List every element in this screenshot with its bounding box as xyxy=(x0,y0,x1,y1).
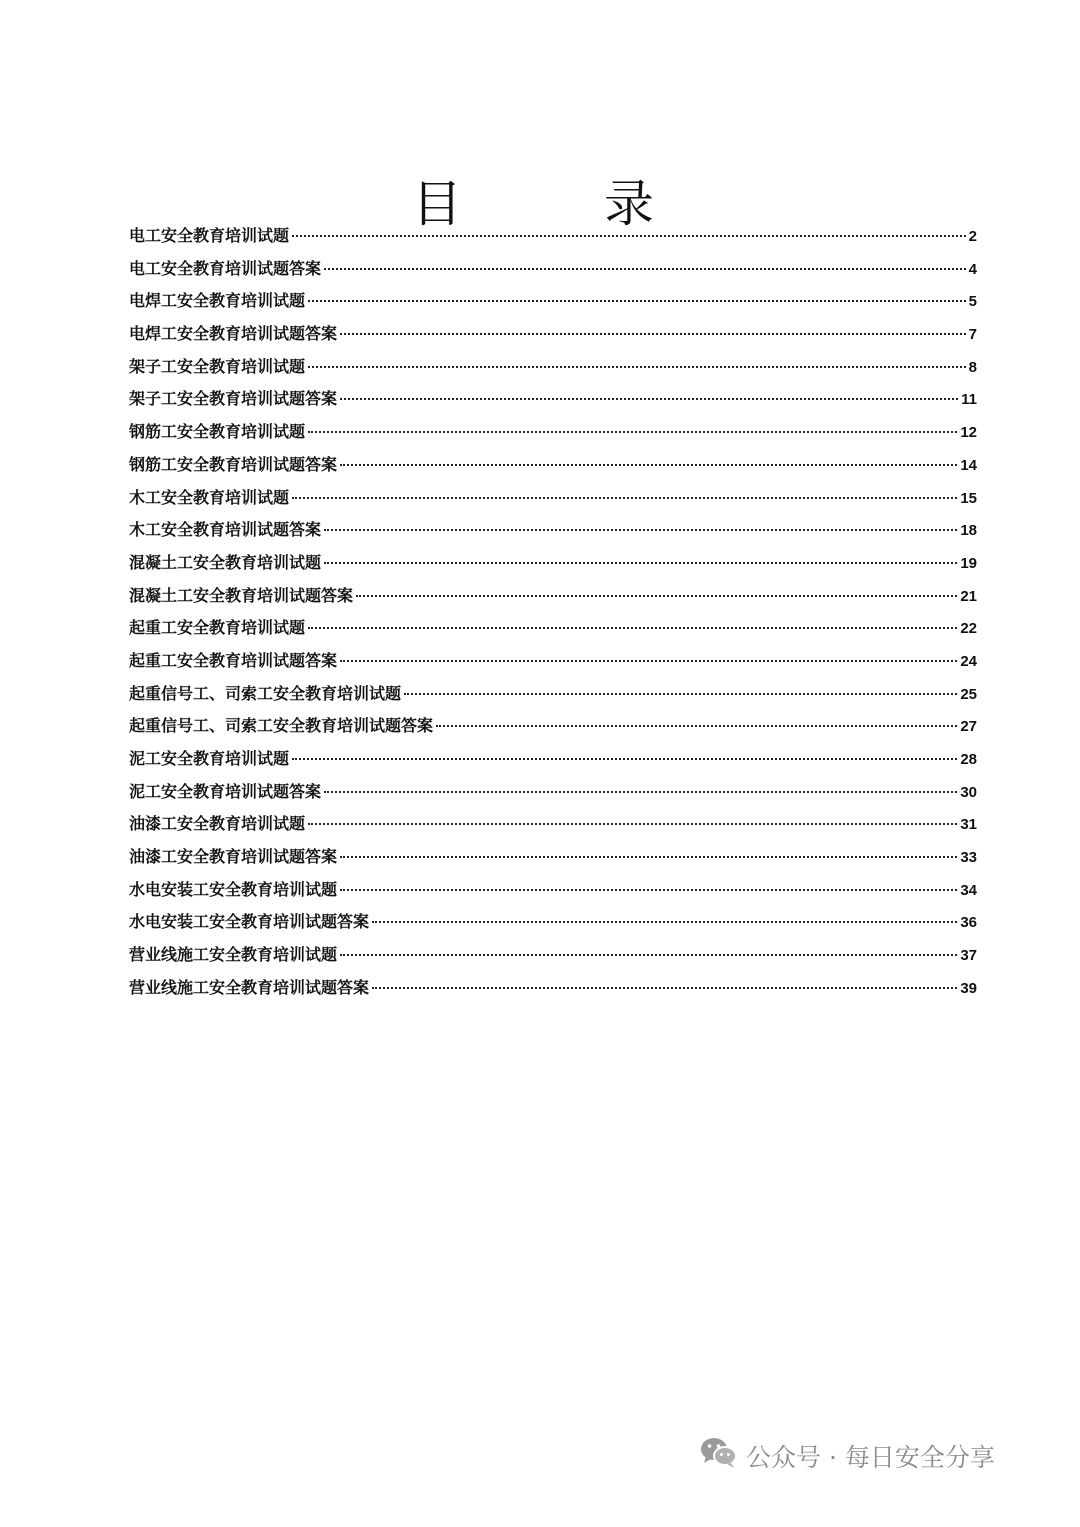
toc-dot-leader xyxy=(340,398,958,400)
toc-entry-title: 电焊工安全教育培训试题 xyxy=(129,291,306,311)
toc-dot-leader xyxy=(340,954,957,956)
toc-entry-title: 钢筋工安全教育培训试题答案 xyxy=(129,454,338,474)
toc-page-number: 11 xyxy=(961,391,977,409)
toc-dot-leader xyxy=(308,366,966,368)
toc-dot-leader xyxy=(340,889,957,891)
toc-entry[interactable] xyxy=(129,547,977,580)
toc-page-number: 31 xyxy=(960,816,977,834)
toc-dot-leader xyxy=(404,693,957,695)
toc-entry-title: 水电安装工安全教育培训试题答案 xyxy=(129,912,370,932)
toc-dot-leader xyxy=(324,562,957,564)
toc-dot-leader xyxy=(324,529,957,531)
toc-entry-title: 营业线施工安全教育培训试题答案 xyxy=(129,977,370,997)
toc-entry[interactable] xyxy=(129,285,977,318)
toc-entry-title: 混凝土工安全教育培训试题 xyxy=(129,552,322,572)
toc-page-number: 21 xyxy=(960,587,977,605)
toc-entry-title: 钢筋工安全教育培训试题 xyxy=(129,422,306,442)
toc-page-number: 27 xyxy=(960,718,977,736)
toc-page-number: 5 xyxy=(968,293,977,311)
toc-entry-title: 起重工安全教育培训试题 xyxy=(129,618,306,638)
toc-page-number: 2 xyxy=(968,228,977,245)
toc-page-number: 19 xyxy=(960,554,977,572)
toc-dot-leader xyxy=(292,758,957,760)
toc-page-number: 28 xyxy=(960,751,977,768)
toc-dot-leader xyxy=(292,497,957,499)
toc-dot-leader xyxy=(324,791,957,793)
toc-entry[interactable] xyxy=(129,710,977,743)
toc-entry[interactable] xyxy=(129,743,977,776)
toc-dot-leader xyxy=(340,464,957,466)
toc-entry[interactable] xyxy=(129,645,977,678)
toc-entry-title: 油漆工安全教育培训试题 xyxy=(129,814,306,834)
toc-page-number: 12 xyxy=(960,424,977,442)
toc-dot-leader xyxy=(308,431,957,433)
toc-entry[interactable] xyxy=(129,383,977,416)
toc-title: 目 录 xyxy=(412,174,700,233)
toc-list xyxy=(129,220,977,1005)
toc-dot-leader xyxy=(340,660,957,662)
toc-entry-title: 混凝土工安全教育培训试题答案 xyxy=(129,585,354,605)
toc-dot-leader xyxy=(340,333,966,335)
toc-entry[interactable] xyxy=(129,351,977,384)
toc-entry[interactable] xyxy=(129,808,977,841)
toc-entry-title: 泥工安全教育培训试题答案 xyxy=(129,781,322,801)
toc-page-number: 25 xyxy=(960,685,977,703)
toc-page-number: 36 xyxy=(960,914,977,932)
toc-dot-leader xyxy=(372,921,957,923)
toc-page-number: 34 xyxy=(960,881,977,899)
toc-page-number: 7 xyxy=(968,326,977,344)
toc-page-number: 39 xyxy=(960,979,977,997)
toc-entry[interactable] xyxy=(129,874,977,907)
toc-page-number: 22 xyxy=(960,620,977,638)
toc-entry-title: 电工安全教育培训试题 xyxy=(129,226,290,245)
toc-page-number: 33 xyxy=(960,849,977,867)
toc-page-number: 37 xyxy=(960,947,977,965)
toc-entry[interactable] xyxy=(129,939,977,972)
wechat-icon xyxy=(700,1436,738,1476)
toc-entry[interactable] xyxy=(129,449,977,482)
toc-dot-leader xyxy=(308,300,966,302)
toc-dot-leader xyxy=(324,268,966,270)
toc-entry[interactable] xyxy=(129,416,977,449)
toc-entry-title: 起重工安全教育培训试题答案 xyxy=(129,650,338,670)
toc-entry[interactable] xyxy=(129,906,977,939)
toc-entry[interactable] xyxy=(129,841,977,874)
toc-page-number: 8 xyxy=(968,358,977,376)
toc-entry-title: 架子工安全教育培训试题答案 xyxy=(129,389,338,409)
toc-page-number: 30 xyxy=(960,783,977,801)
toc-entry[interactable] xyxy=(129,678,977,711)
toc-dot-leader xyxy=(308,627,957,629)
toc-entry[interactable] xyxy=(129,612,977,645)
toc-dot-leader xyxy=(372,987,957,989)
toc-entry[interactable] xyxy=(129,253,977,286)
toc-entry-title: 起重信号工、司索工安全教育培训试题 xyxy=(129,683,402,703)
toc-page-number: 18 xyxy=(960,522,977,540)
toc-entry[interactable] xyxy=(129,776,977,809)
toc-entry[interactable] xyxy=(129,580,977,613)
toc-entry-title: 水电安装工安全教育培训试题 xyxy=(129,879,338,899)
toc-entry-title: 木工安全教育培训试题 xyxy=(129,487,290,507)
toc-page-number: 24 xyxy=(960,652,977,670)
toc-entry-title: 电焊工安全教育培训试题答案 xyxy=(129,324,338,344)
toc-entry[interactable] xyxy=(129,318,977,351)
toc-entry-title: 泥工安全教育培训试题 xyxy=(129,749,290,768)
toc-dot-leader xyxy=(356,595,957,597)
toc-entry-title: 架子工安全教育培训试题 xyxy=(129,356,306,376)
toc-entry[interactable] xyxy=(129,220,977,253)
toc-page-number: 15 xyxy=(960,489,977,507)
watermark xyxy=(700,1436,995,1476)
toc-entry[interactable] xyxy=(129,482,977,515)
watermark-text: 公众号 · 每日安全分享 xyxy=(746,1443,995,1472)
toc-entry[interactable] xyxy=(129,514,977,547)
toc-entry-title: 营业线施工安全教育培训试题 xyxy=(129,945,338,965)
toc-dot-leader xyxy=(292,235,966,237)
toc-dot-leader xyxy=(436,725,957,727)
toc-entry[interactable] xyxy=(129,972,977,1005)
toc-entry-title: 油漆工安全教育培训试题答案 xyxy=(129,847,338,867)
toc-dot-leader xyxy=(340,856,957,858)
toc-entry-title: 电工安全教育培训试题答案 xyxy=(129,258,322,278)
toc-entry-title: 起重信号工、司索工安全教育培训试题答案 xyxy=(129,716,434,736)
toc-page-number: 4 xyxy=(968,260,977,278)
toc-dot-leader xyxy=(308,823,957,825)
toc-entry-title: 木工安全教育培训试题答案 xyxy=(129,520,322,540)
toc-page-number: 14 xyxy=(960,456,977,474)
